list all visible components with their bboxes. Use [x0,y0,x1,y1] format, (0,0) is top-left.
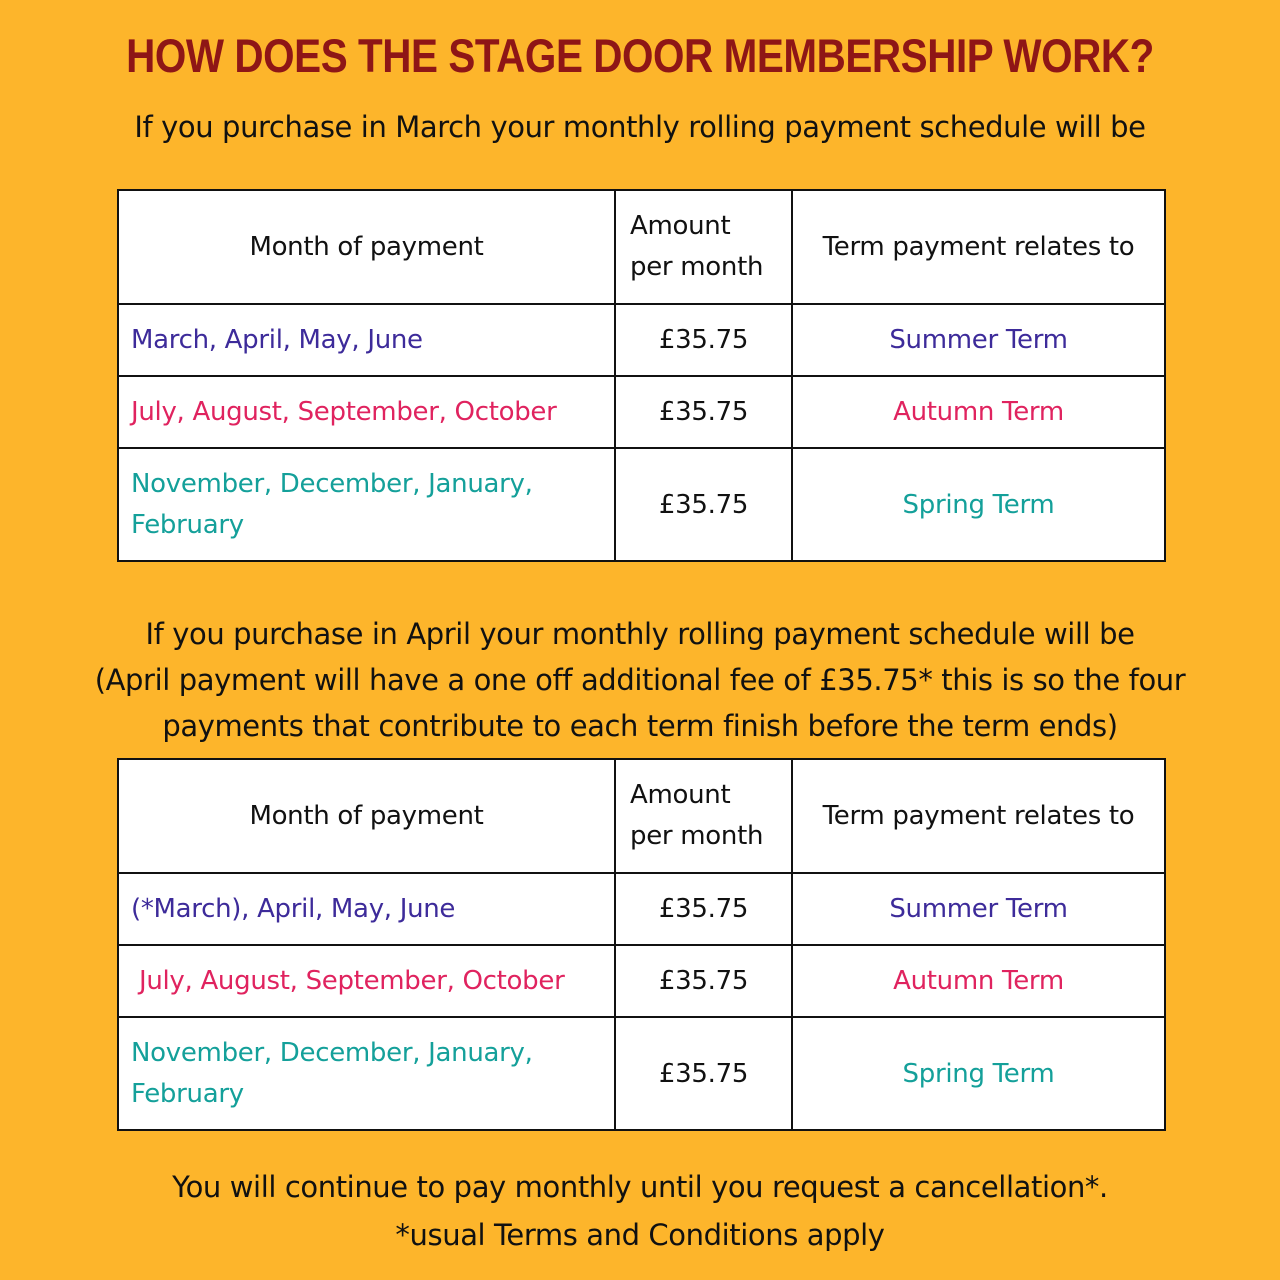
table-header-row [118,190,1165,304]
header-month: Month of payment [118,759,615,873]
intro-april-line3: payments that contribute to each term finish before the term ends) [162,709,1118,743]
payment-table-april [117,758,1166,1131]
page-title: HOW DOES THE STAGE DOOR MEMBERSHIP WORK? [126,29,1154,82]
row-months-line2: February [131,509,244,540]
table-row [118,304,1165,376]
intro-april-line2: (April payment will have a one off additional fee of £35.75* this is so the four [94,663,1186,697]
row-months: July, August, September, October [118,945,615,1017]
table-row [118,1017,1165,1130]
footer-note [0,1163,1280,1259]
row-term: Summer Term [792,304,1165,376]
table-row [118,376,1165,448]
header-month: Month of payment [118,190,615,304]
header-amount [615,190,792,304]
row-term: Spring Term [792,1017,1165,1130]
row-term: Spring Term [792,448,1165,561]
row-amount: £35.75 [615,873,792,945]
intro-april-line1: If you purchase in April your monthly rolling payment schedule will be [145,617,1135,651]
header-term: Term payment relates to [792,190,1165,304]
row-months: March, April, May, June [118,304,615,376]
row-months [118,448,615,561]
table-header-row [118,759,1165,873]
intro-march: If you purchase in March your monthly rolling payment schedule will be [134,110,1146,144]
row-amount: £35.75 [615,945,792,1017]
row-amount: £35.75 [615,1017,792,1130]
row-months: (*March), April, May, June [118,873,615,945]
header-term: Term payment relates to [792,759,1165,873]
table-row [118,945,1165,1017]
footer-line2: *usual Terms and Conditions apply [395,1218,885,1252]
row-term: Autumn Term [792,945,1165,1017]
row-months: July, August, September, October [118,376,615,448]
row-months-line1: November, December, January, [131,1037,533,1068]
row-amount: £35.75 [615,376,792,448]
table-row [118,873,1165,945]
header-amount-line1: Amount [630,780,731,810]
row-amount: £35.75 [615,448,792,561]
header-amount [615,759,792,873]
payment-table-march [117,189,1166,562]
row-term: Summer Term [792,873,1165,945]
header-amount-line2: per month [630,821,764,851]
row-months [118,1017,615,1130]
row-amount: £35.75 [615,304,792,376]
row-months-line2: February [131,1078,244,1109]
row-months-line1: November, December, January, [131,468,533,499]
header-amount-line2: per month [630,252,764,282]
footer-line1: You will continue to pay monthly until you request a cancellation*. [172,1170,1108,1204]
row-term: Autumn Term [792,376,1165,448]
table-row [118,448,1165,561]
intro-april [0,611,1280,749]
header-amount-line1: Amount [630,211,731,241]
